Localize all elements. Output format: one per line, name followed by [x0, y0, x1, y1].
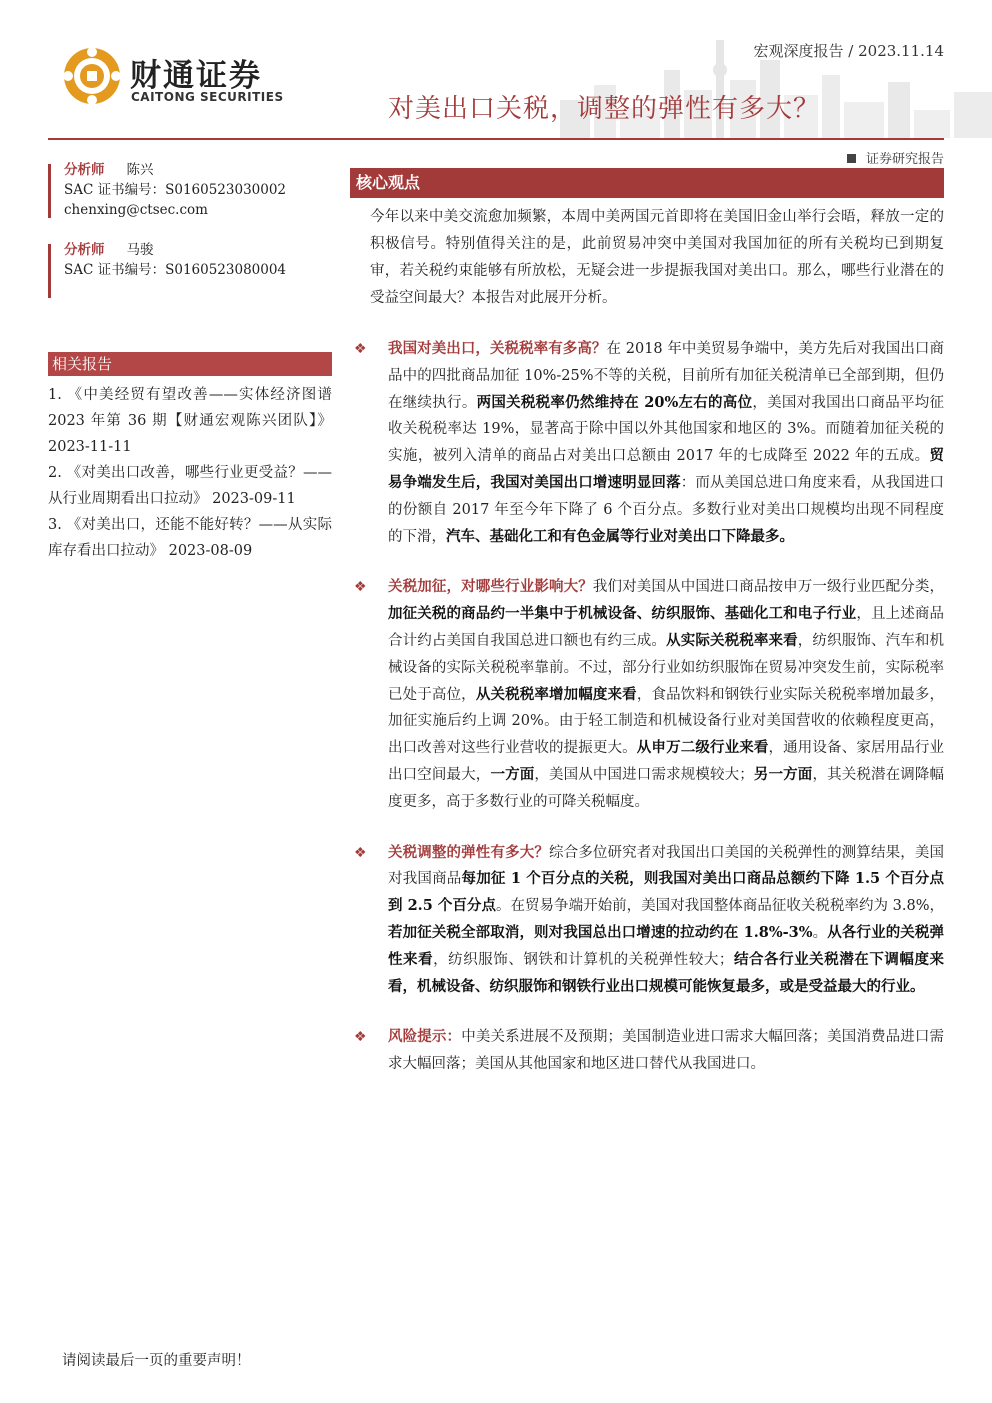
- body-text: 。在贸易争端开始前，美国对我国整体商品征收关税税率约为 3.8%，: [495, 898, 944, 915]
- emphasis-text: 贸易争端发生后，我国对美国出口增速明显回落: [388, 447, 944, 491]
- related-reports-header: 相关报告: [48, 352, 332, 376]
- emphasis-text: 加征关税的商品约一半集中于机械设备、纺织服饰、基础化工和电子行业: [388, 605, 857, 623]
- body-text: 。: [812, 924, 828, 941]
- emphasis-text: 从申万二级行业来看: [636, 739, 769, 757]
- analyst-name: 陈兴: [126, 162, 154, 178]
- body-text: 在 2018 年中美贸易争端中，美方先后对我国出口商品中的四批商品加征 10%-25%不等的关税，目前所有加征关税清单已全部到期，但仍在继续执行。: [388, 341, 945, 411]
- body-text: ，纺织服饰、钢铁和计算机的关税弹性较大；: [433, 951, 734, 968]
- body-text: ，美国从中国进口需求规模较大；: [534, 766, 754, 783]
- square-bullet-icon: [847, 154, 856, 163]
- report-type-date: 宏观深度报告 / 2023.11.14: [753, 42, 944, 60]
- diamond-bullet-icon: ❖: [354, 1029, 367, 1046]
- analyst-email[interactable]: chenxing@ctsec.com: [64, 202, 208, 218]
- intro-paragraph: 今年以来中美交流愈加频繁，本周中美两国元首即将在美国旧金山举行会晤，释放一定的积极信号。特别值得关注的是，此前贸易冲突中美国对我国加征的所有关税均已到期复审，若关税约束能够有所放松，无疑会进一步提振我国对美出口。那么，哪些行业潜在的受益空间最大？本报告对此展开分析。: [370, 209, 944, 306]
- emphasis-text: 每加征 1 个百分点的关税，则我国对美出口商品总额约下降 1.5 个百分点到 2.5 个百分点: [388, 870, 944, 915]
- emphasis-text: 若加征关税全部取消，则对我国总出口增速的拉动约在 1.8%-3%: [388, 923, 813, 941]
- emphasis-text: 从实际关税税率来看: [666, 631, 798, 649]
- related-reports-list: [48, 382, 332, 564]
- report-category-label: 证券研究报告: [847, 148, 944, 167]
- emphasis-text: 结合各行业关税潜在下调幅度来看，机械设备、纺织服饰和钢铁行业出口规模可能恢复最多，或是受益最大的行业。: [388, 950, 945, 995]
- report-title: 对美出口关税，调整的弹性有多大？: [388, 94, 821, 124]
- body-text: ，食品饮料和钢铁行业实际关税税率增加最多，加征实施后约上调 20%。由于轻工制造和机械设备行业对美国营收的依赖程度更高，出口改善对这些行业营收的提振更大。: [388, 686, 945, 757]
- emphasis-text: 两国关税税率仍然维持在 20%左右的高位: [476, 393, 753, 411]
- analyst-card: [48, 160, 332, 220]
- brand-name-en: CAITONG SECURITIES: [131, 90, 284, 104]
- body-text: 我们对美国从中国进口商品按申万一级行业匹配分类，: [592, 579, 944, 596]
- key-point-body: [388, 579, 944, 809]
- body-text: ，通用设备、家居用品行业出口空间最大，: [388, 740, 945, 783]
- body-text: 中美关系进展不及预期；美国制造业进口需求大幅回落；美国消费品进口需求大幅回落；美国从其他国家和地区进口替代从我国进口。: [388, 1029, 945, 1073]
- analyst-sac-number: SAC 证书编号：S0160523080004: [64, 262, 287, 278]
- body-text: ，且上述商品合计约占美国自我国总进口额也有约三成。: [388, 606, 945, 649]
- key-point: [350, 336, 944, 550]
- brand-name-cn: 财通证券: [130, 58, 262, 94]
- key-point-body: [388, 341, 944, 545]
- key-point-lead: 关税加征，对哪些行业影响大？: [388, 578, 593, 596]
- emphasis-text: 从各行业的关税弹性来看: [388, 923, 945, 968]
- report-header: [0, 0, 992, 140]
- diamond-bullet-icon: ❖: [354, 579, 367, 596]
- body-text: ，其关税潜在调降幅度更多，高于多数行业的可降关税幅度。: [388, 766, 945, 810]
- key-point: [350, 840, 944, 1001]
- key-point-body: [388, 845, 944, 995]
- emphasis-text: 汽车、基础化工和有色金属等行业对美出口下降最多。: [446, 527, 794, 545]
- key-point-lead: 我国对美出口，关税税率有多高？: [388, 340, 607, 357]
- body-text: ：而从美国总进口角度来看，从我国进口的份额自 2017 年至今年下降了 6 个百分点。多数行业对美出口规模均出现不同程度的下滑，: [388, 474, 944, 545]
- header-divider: [48, 138, 944, 140]
- analyst-card: [48, 240, 332, 280]
- key-point-lead: 关税调整的弹性有多大？: [388, 843, 549, 861]
- emphasis-text: 从关税税率增加幅度来看: [475, 685, 637, 703]
- related-report-item[interactable]: 2. 《对美出口改善，哪些行业更受益？——从行业周期看出口拉动》 2023-09-11: [48, 465, 332, 507]
- related-report-item[interactable]: 1. 《中美经贸有望改善——实体经济图谱 2023 年第 36 期【财通宏观陈兴团队】》 2023-11-11: [48, 387, 332, 455]
- main-content: [350, 168, 944, 1078]
- body-text: ，美国对我国出口商品平均征收关税税率达 19%，显著高于除中国以外其他国家和地区的 3%。而随着加征关税的实施，被列入清单的商品占对美出口总额由 2017 年的七成降至 2022 年的五成。: [388, 394, 945, 465]
- disclaimer-note: 请阅读最后一页的重要声明！: [62, 1353, 251, 1369]
- analyst-name: 马骏: [126, 242, 154, 258]
- analyst-sac-number: SAC 证书编号：S0160523030002: [64, 182, 287, 198]
- emphasis-text: 一方面: [490, 765, 535, 783]
- body-text: ，纺织服饰、汽车和机械设备的实际关税税率靠前。不过，部分行业如纺织服饰在贸易冲突发生前，实际税率已处于高位，: [388, 632, 945, 703]
- emphasis-text: 另一方面: [753, 765, 813, 783]
- risk-warning-body: [388, 1029, 944, 1072]
- diamond-bullet-icon: ❖: [354, 844, 367, 861]
- risk-warning-lead: 风险提示：: [388, 1028, 462, 1046]
- analyst-role: 分析师: [64, 162, 105, 178]
- body-text: 综合多位研究者对我国出口美国的关税弹性的测算结果，美国对我国商品: [388, 844, 945, 888]
- risk-warning: [350, 1024, 944, 1078]
- caitong-logo-icon: [62, 46, 122, 106]
- diamond-bullet-icon: ❖: [354, 341, 367, 357]
- key-point: [350, 574, 944, 815]
- core-views-header: 核心观点: [350, 168, 944, 198]
- sidebar: [48, 160, 332, 564]
- related-report-item[interactable]: 3. 《对美出口，还能不能好转？——从实际库存看出口拉动》 2023-08-09: [48, 517, 332, 559]
- analyst-role: 分析师: [64, 242, 105, 258]
